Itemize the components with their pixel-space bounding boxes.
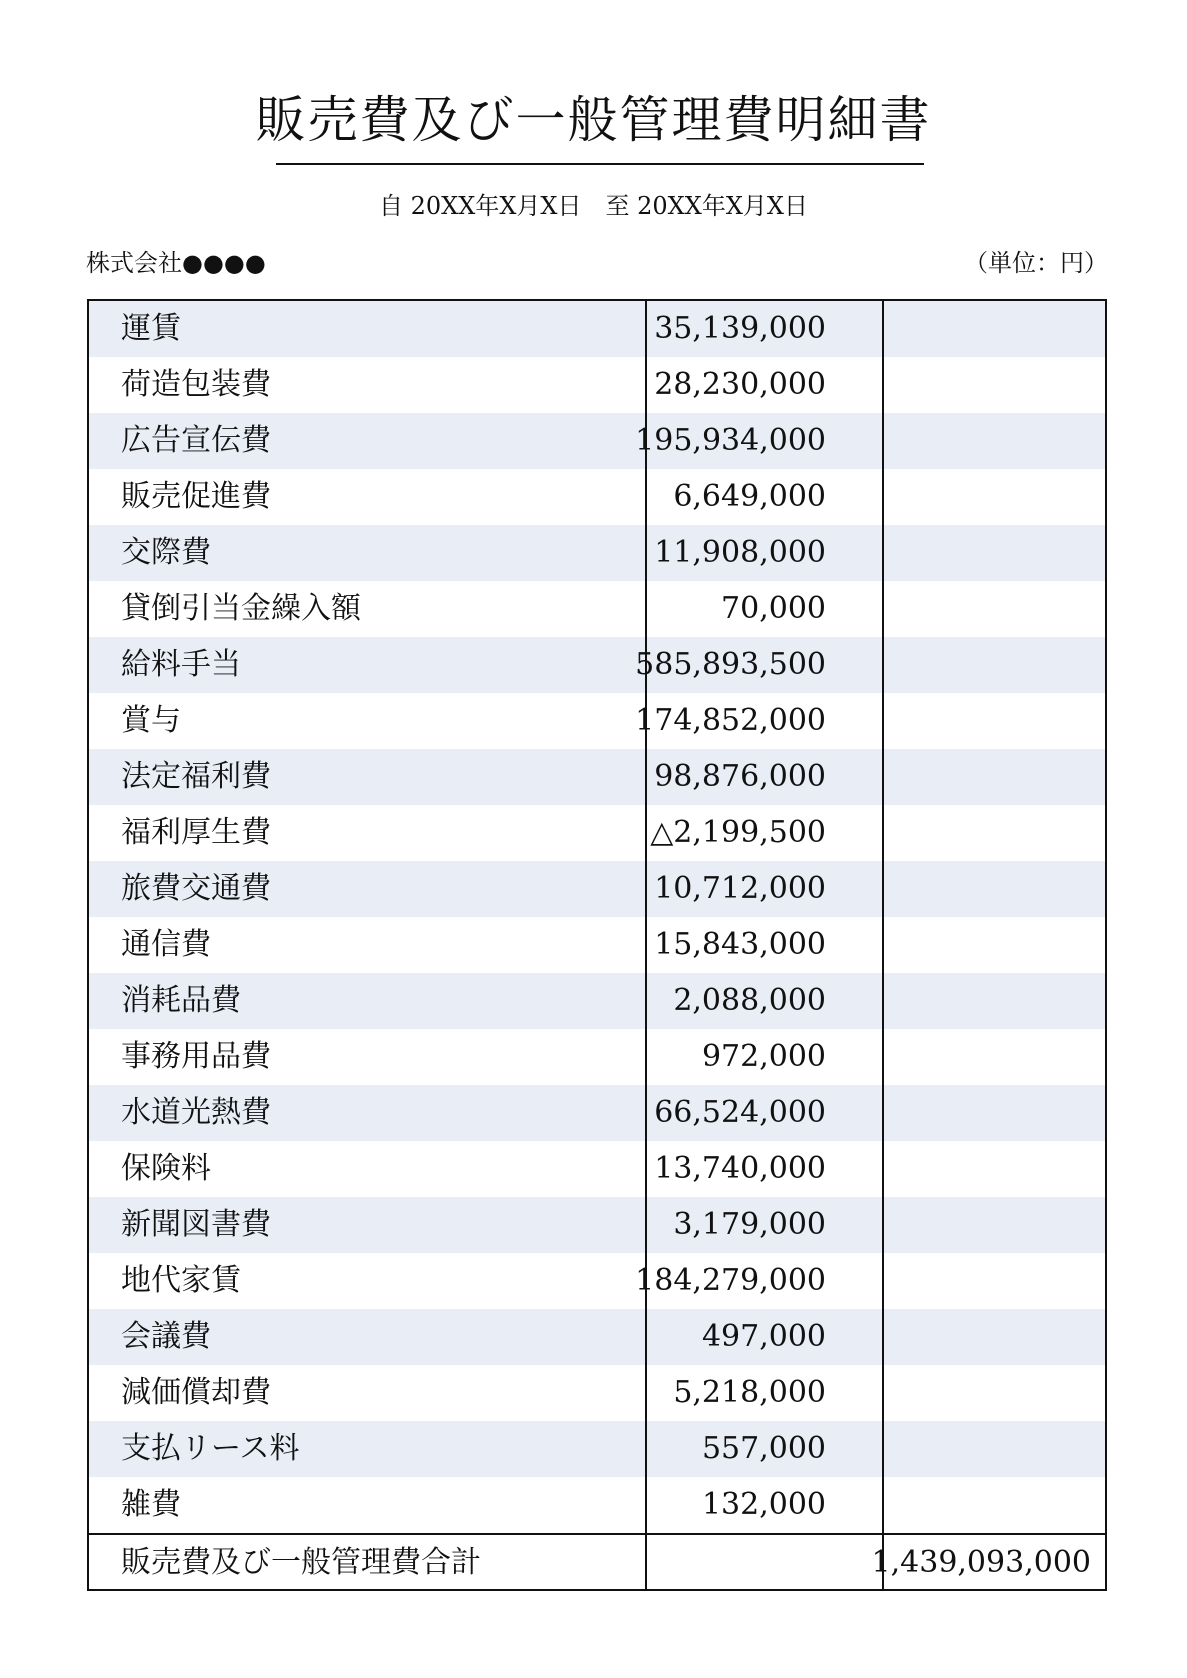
- item-label: 地代家賃: [121, 1263, 241, 1298]
- item-label: 交際費: [121, 535, 211, 570]
- item-amount: 98,876,000: [654, 759, 826, 794]
- table-row: [89, 861, 1105, 917]
- item-label: 会議費: [121, 1319, 211, 1354]
- total-label: 販売費及び一般管理費合計: [121, 1545, 481, 1580]
- column-divider-2: [882, 301, 884, 1589]
- item-label: 雑費: [121, 1487, 181, 1522]
- table-row: [89, 1477, 1105, 1533]
- period-range: 自 20XX年X月X日 至 20XX年X月X日: [378, 192, 809, 220]
- total-divider: [89, 1533, 1105, 1535]
- item-amount: 585,893,500: [635, 647, 826, 682]
- item-amount: 184,279,000: [635, 1263, 826, 1298]
- expense-table: [87, 299, 1107, 1591]
- item-label: 減価償却費: [121, 1375, 271, 1410]
- total-amount: 1,439,093,000: [871, 1545, 1091, 1580]
- item-amount: 132,000: [701, 1487, 826, 1522]
- table-row: [89, 1141, 1105, 1197]
- item-amount: 3,179,000: [673, 1207, 826, 1242]
- table-row: [89, 1085, 1105, 1141]
- table-row: [89, 1365, 1105, 1421]
- item-label: 福利厚生費: [121, 815, 271, 850]
- item-amount: 28,230,000: [654, 367, 826, 402]
- item-amount: 15,843,000: [654, 927, 826, 962]
- item-label: 支払リース料: [121, 1431, 300, 1466]
- item-label: 広告宣伝費: [121, 423, 271, 458]
- item-amount: 13,740,000: [654, 1151, 826, 1186]
- table-row: [89, 973, 1105, 1029]
- item-amount: 972,000: [701, 1039, 826, 1074]
- item-amount: 66,524,000: [654, 1095, 826, 1130]
- table-row: [89, 917, 1105, 973]
- item-amount: 10,712,000: [654, 871, 826, 906]
- item-amount: 497,000: [701, 1319, 826, 1354]
- table-row: [89, 301, 1105, 357]
- table-row: [89, 413, 1105, 469]
- item-amount: 11,908,000: [654, 535, 826, 570]
- item-amount: 35,139,000: [654, 311, 826, 346]
- item-amount: 2,088,000: [673, 983, 826, 1018]
- item-label: 新聞図書費: [121, 1207, 271, 1242]
- table-row: [89, 693, 1105, 749]
- table-row: [89, 805, 1105, 861]
- table-row: [89, 749, 1105, 805]
- document-title: 販売費及び一般管理費明細書: [255, 91, 932, 149]
- table-row: [89, 637, 1105, 693]
- item-label: 貸倒引当金繰入額: [121, 591, 361, 626]
- column-divider-1: [645, 301, 647, 1589]
- title-underline: [276, 163, 924, 165]
- item-label: 運賃: [121, 311, 181, 346]
- table-row: [89, 357, 1105, 413]
- item-label: 法定福利費: [121, 759, 271, 794]
- table-row: [89, 1029, 1105, 1085]
- table-row: [89, 469, 1105, 525]
- item-label: 旅費交通費: [121, 871, 271, 906]
- item-label: 販売促進費: [121, 479, 271, 514]
- table-row: [89, 1197, 1105, 1253]
- item-amount: 195,934,000: [635, 423, 826, 458]
- total-row: [89, 1535, 1105, 1591]
- item-amount: 174,852,000: [635, 703, 826, 738]
- company-name: 株式会社●●●●: [86, 249, 266, 277]
- item-label: 通信費: [121, 927, 211, 962]
- item-label: 水道光熱費: [121, 1095, 271, 1130]
- item-label: 保険料: [121, 1151, 211, 1186]
- unit-note: （単位：円）: [964, 249, 1108, 277]
- item-label: 賞与: [121, 703, 181, 738]
- item-label: 給料手当: [121, 647, 241, 682]
- item-amount: 5,218,000: [673, 1375, 826, 1410]
- table-row: [89, 581, 1105, 637]
- table-row: [89, 525, 1105, 581]
- table-row: [89, 1253, 1105, 1309]
- table-row: [89, 1421, 1105, 1477]
- item-amount: △2,199,500: [650, 815, 826, 850]
- table-row: [89, 1309, 1105, 1365]
- item-amount: 70,000: [721, 591, 826, 626]
- item-amount: 557,000: [701, 1431, 826, 1466]
- item-amount: 6,649,000: [673, 479, 826, 514]
- item-label: 荷造包装費: [121, 367, 271, 402]
- item-label: 消耗品費: [121, 983, 241, 1018]
- item-label: 事務用品費: [121, 1039, 271, 1074]
